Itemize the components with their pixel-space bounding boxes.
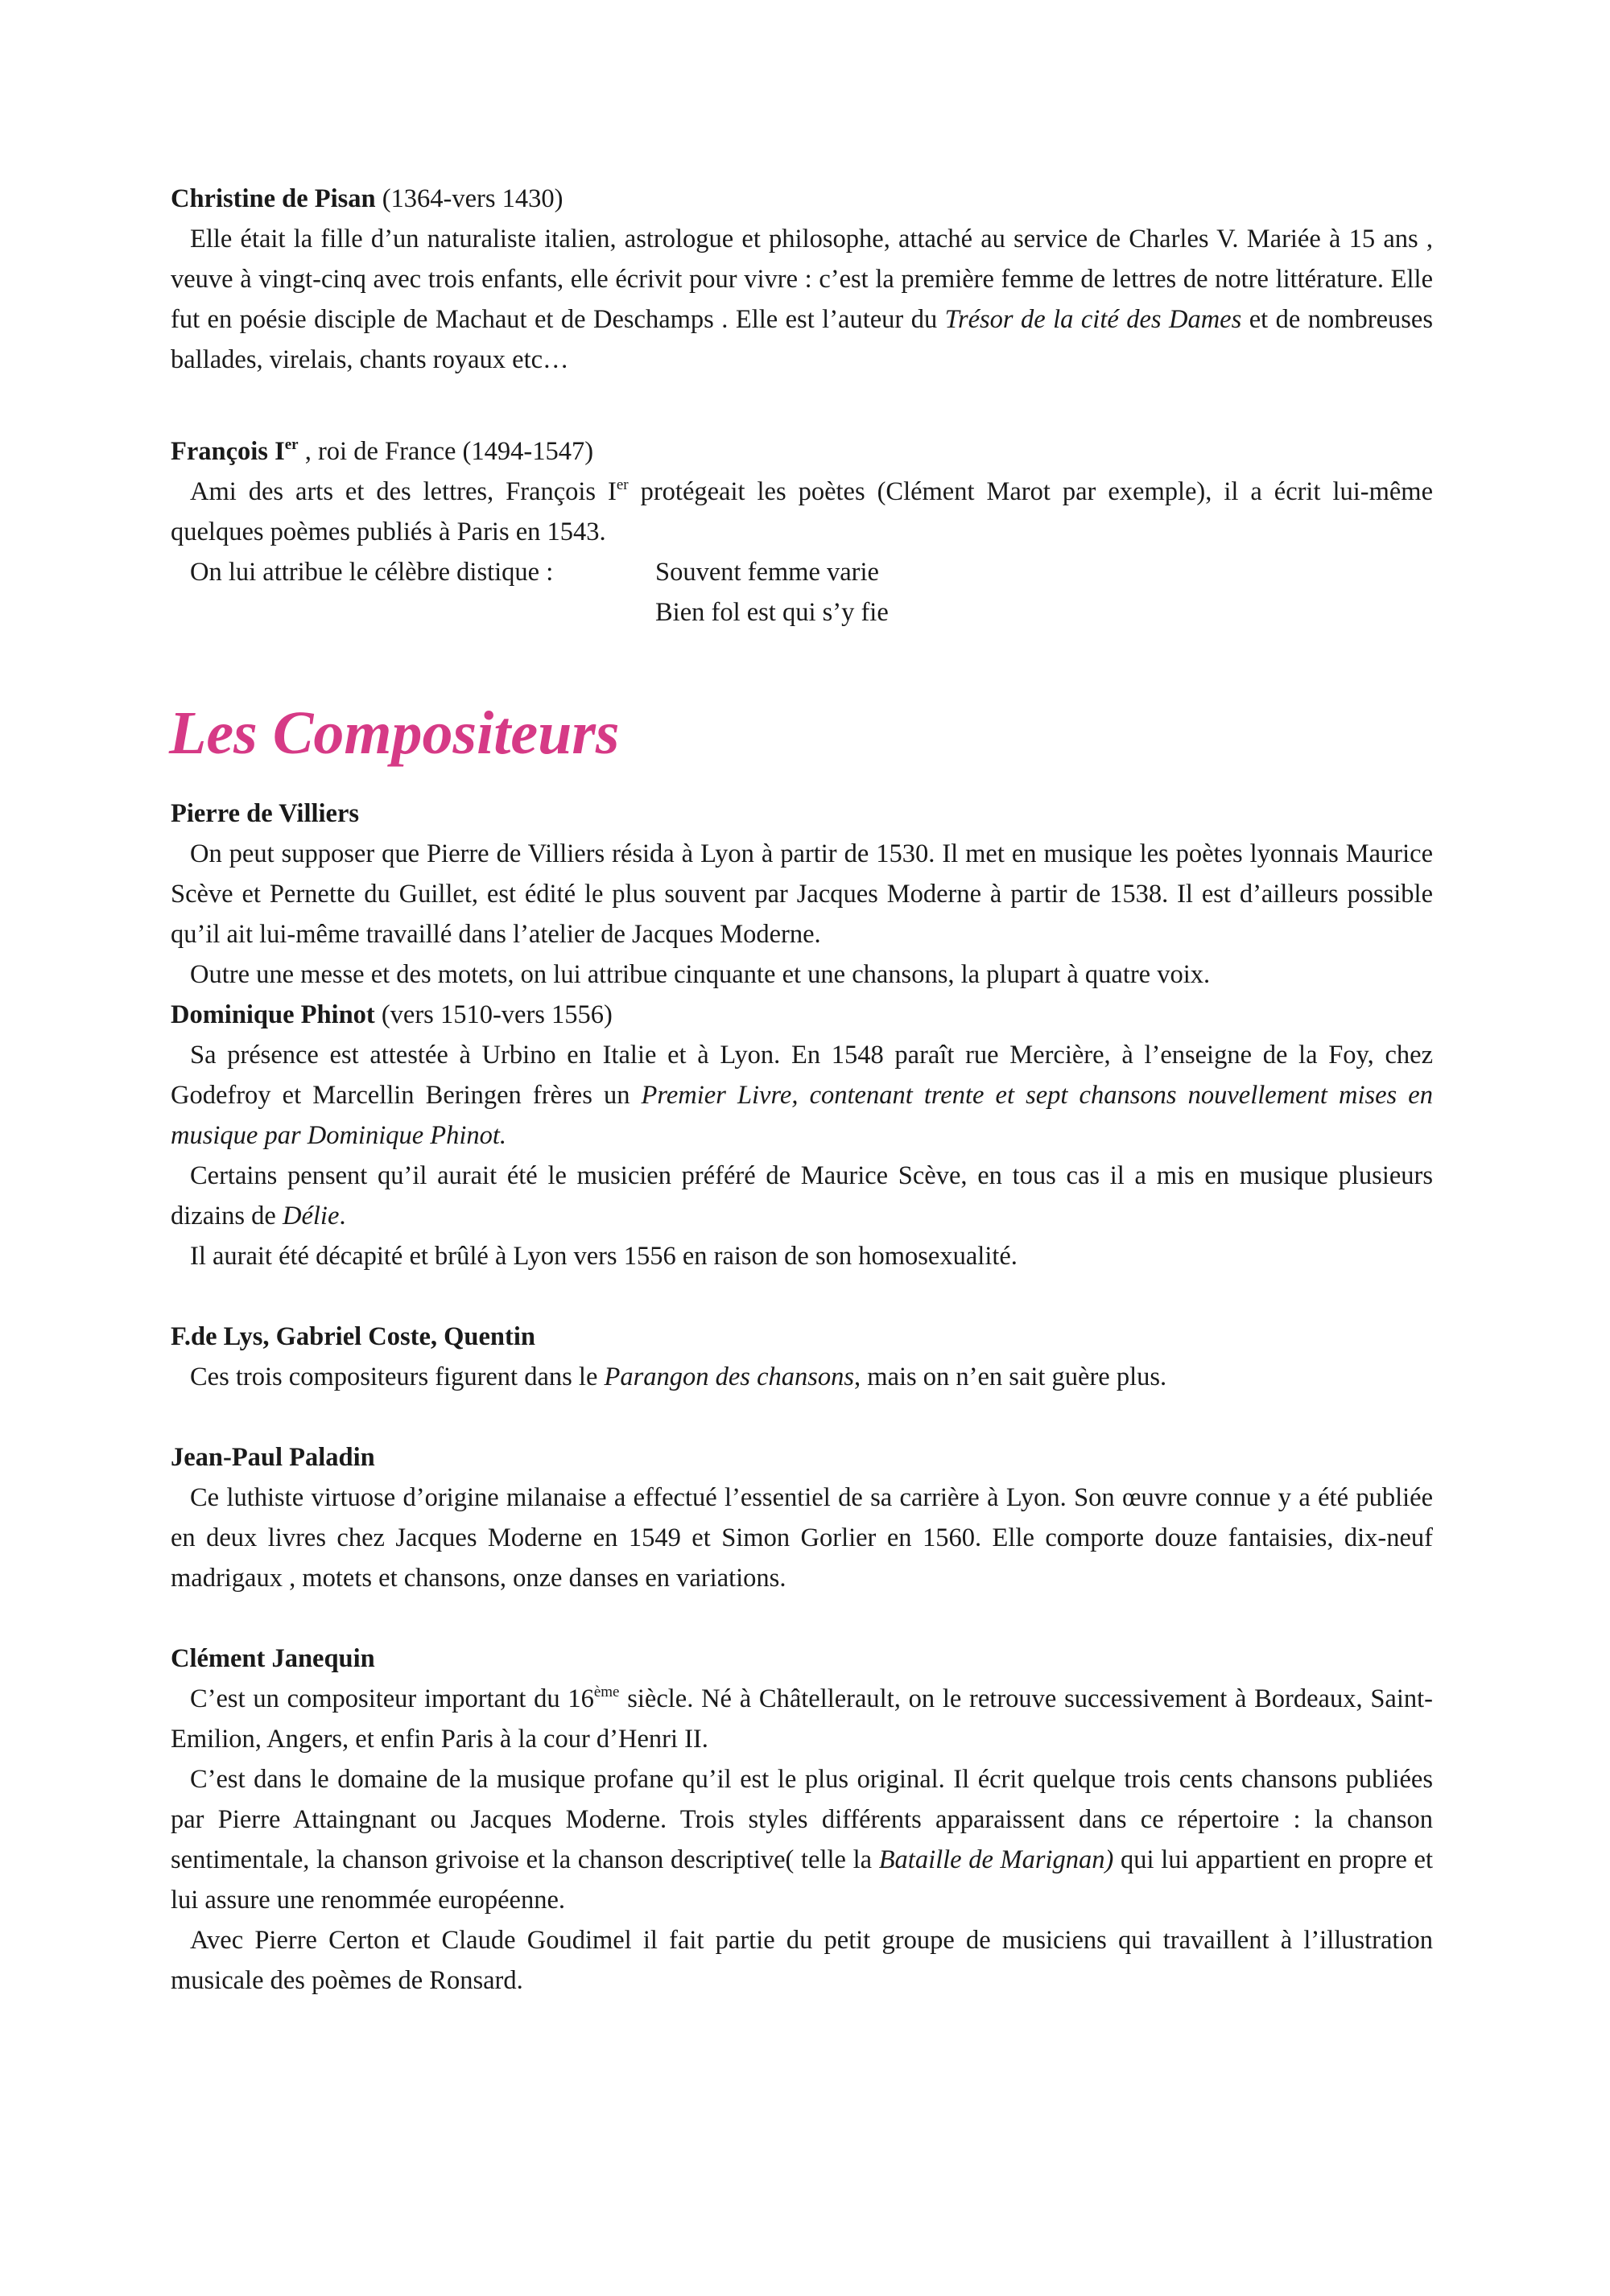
entry-de-lys-coste-quentin <box>171 1317 1433 1397</box>
author-name: Christine de Pisan <box>171 184 376 213</box>
entry-paragraph: Ami des arts et des lettres, François Ier protégeait les poètes (Clément Marot par exemple), il a écrit lui-même quelques poèmes publiés à Paris en 1543. <box>171 476 1434 546</box>
entry-christine-de-pisan <box>171 179 1433 380</box>
entry-heading: Pierre de Villiers <box>171 799 360 828</box>
entry-francois-premier <box>171 431 1433 633</box>
entry-paragraph: Outre une messe et des motets, on lui attribue cinquante et une chansons, la plupart à quatre voix. <box>190 960 1211 989</box>
work-title: Trésor de la cité des Dames <box>944 305 1242 334</box>
entry-paragraph: Il aurait été décapité et brûlé à Lyon vers 1556 en raison de son homosexualité. <box>190 1242 1018 1271</box>
author-dates: (1364-vers 1430) <box>375 184 564 213</box>
entry-paragraph: C’est un compositeur important du 16ème siècle. Né à Châtellerault, on le retrouve successivement à Bordeaux, Saint-Emilion, Angers, et enfin Paris à la cour d’Henri II. <box>171 1684 1433 1754</box>
verse-line: Souvent femme varie <box>655 558 879 587</box>
author-dates: , roi de France (1494-1547) <box>298 437 594 466</box>
entry-heading: François Ier , roi de France (1494-1547) <box>171 436 594 466</box>
entry-heading: Jean-Paul Paladin <box>171 1443 375 1472</box>
entry-paragraph: Certains pensent qu’il aurait été le musicien préféré de Maurice Scève, en tous cas il a mis en musique plusieurs dizains de Délie. <box>171 1161 1433 1230</box>
entry-heading <box>171 179 1433 219</box>
entry-heading <box>171 995 1433 1035</box>
entry-paragraph: Sa présence est attestée à Urbino en Italie et à Lyon. En 1548 paraît rue Mercière, à l’enseigne de la Foy, chez Godefroy et Marcellin Beringen frères un Premier Livre, contenant trente et sept chansons nouvellement mises en musique par Dominique Phinot. <box>171 1041 1433 1150</box>
entry-paragraph: C’est dans le domaine de la musique profane qu’il est le plus original. Il écrit quelque trois cents chansons publiées par Pierre Attaingnant ou Jacques Moderne. Trois styles différents apparaissent dans ce répertoire : la chanson sentimentale, la chanson grivoise et la chanson descriptive( telle la Bataille de Marignan) qui lui appartient en propre et lui assure une renommée européenne. <box>171 1765 1433 1915</box>
entry-jean-paul-paladin <box>171 1437 1433 1598</box>
verse-line: Bien fol est qui s’y fie <box>655 598 889 627</box>
entry-pierre-de-villiers <box>171 794 1433 995</box>
work-title: Premier Livre, contenant trente et sept chansons nouvellement mises en musique par Dominique Phinot. <box>171 1081 1433 1150</box>
work-title: Bataille de Marignan) <box>878 1845 1114 1874</box>
author-dates: (vers 1510-vers 1556) <box>374 1000 613 1029</box>
distique-verse <box>655 552 889 633</box>
entry-paragraph: Ces trois compositeurs figurent dans le Parangon des chansons, mais on n’en sait guère plus. <box>190 1362 1167 1391</box>
author-name: Dominique Phinot <box>171 1000 375 1029</box>
entry-heading: F.de Lys, Gabriel Coste, Quentin <box>171 1322 535 1351</box>
entry-paragraph: Ce luthiste virtuose d’origine milanaise a effectué l’essentiel de sa carrière à Lyon. Son œuvre connue y a été publiée en deux livres chez Jacques Moderne en 1549 et Simon Gorlier en 1560. Elle comporte douze fantaisies, dix-neuf madrigaux , motets et chansons, onze danses en variations. <box>171 1483 1433 1593</box>
entry-paragraph: Elle était la fille d’un naturaliste italien, astrologue et philosophe, attaché au service de Charles V. Mariée à 15 ans , veuve à vingt-cinq avec trois enfants, elle écrivit pour vivre : c’est la première femme de lettres de notre littérature. Elle fut en poésie disciple de Machaut et de Deschamps . Elle est l’auteur du Trésor de la cité des Dames et de nombreuses ballades, virelais, chants royaux etc… <box>171 225 1433 374</box>
entry-heading: Clément Janequin <box>171 1644 375 1673</box>
author-name: François I <box>171 437 285 466</box>
entry-clement-janequin <box>171 1639 1433 2001</box>
entry-paragraph: On peut supposer que Pierre de Villiers résida à Lyon à partir de 1530. Il met en musique les poètes lyonnais Maurice Scève et Pernette du Guillet, est édité le plus souvent par Jacques Moderne à partir de 1538. Il est d’ailleurs possible qu’il ait lui-même travaillé dans l’atelier de Jacques Moderne. <box>171 839 1433 949</box>
distique <box>171 552 1433 633</box>
entry-dominique-phinot <box>171 995 1433 1276</box>
work-title: Parangon des chansons <box>604 1362 855 1391</box>
distique-intro: On lui attribue le célèbre distique : <box>190 558 554 587</box>
document-body <box>171 179 1433 2001</box>
work-title: Délie <box>282 1202 340 1230</box>
section-title: Les Compositeurs <box>169 699 620 767</box>
entry-paragraph: Avec Pierre Certon et Claude Goudimel il fait partie du petit groupe de musiciens qui travaillent à l’illustration musicale des poèmes de Ronsard. <box>171 1926 1433 1995</box>
